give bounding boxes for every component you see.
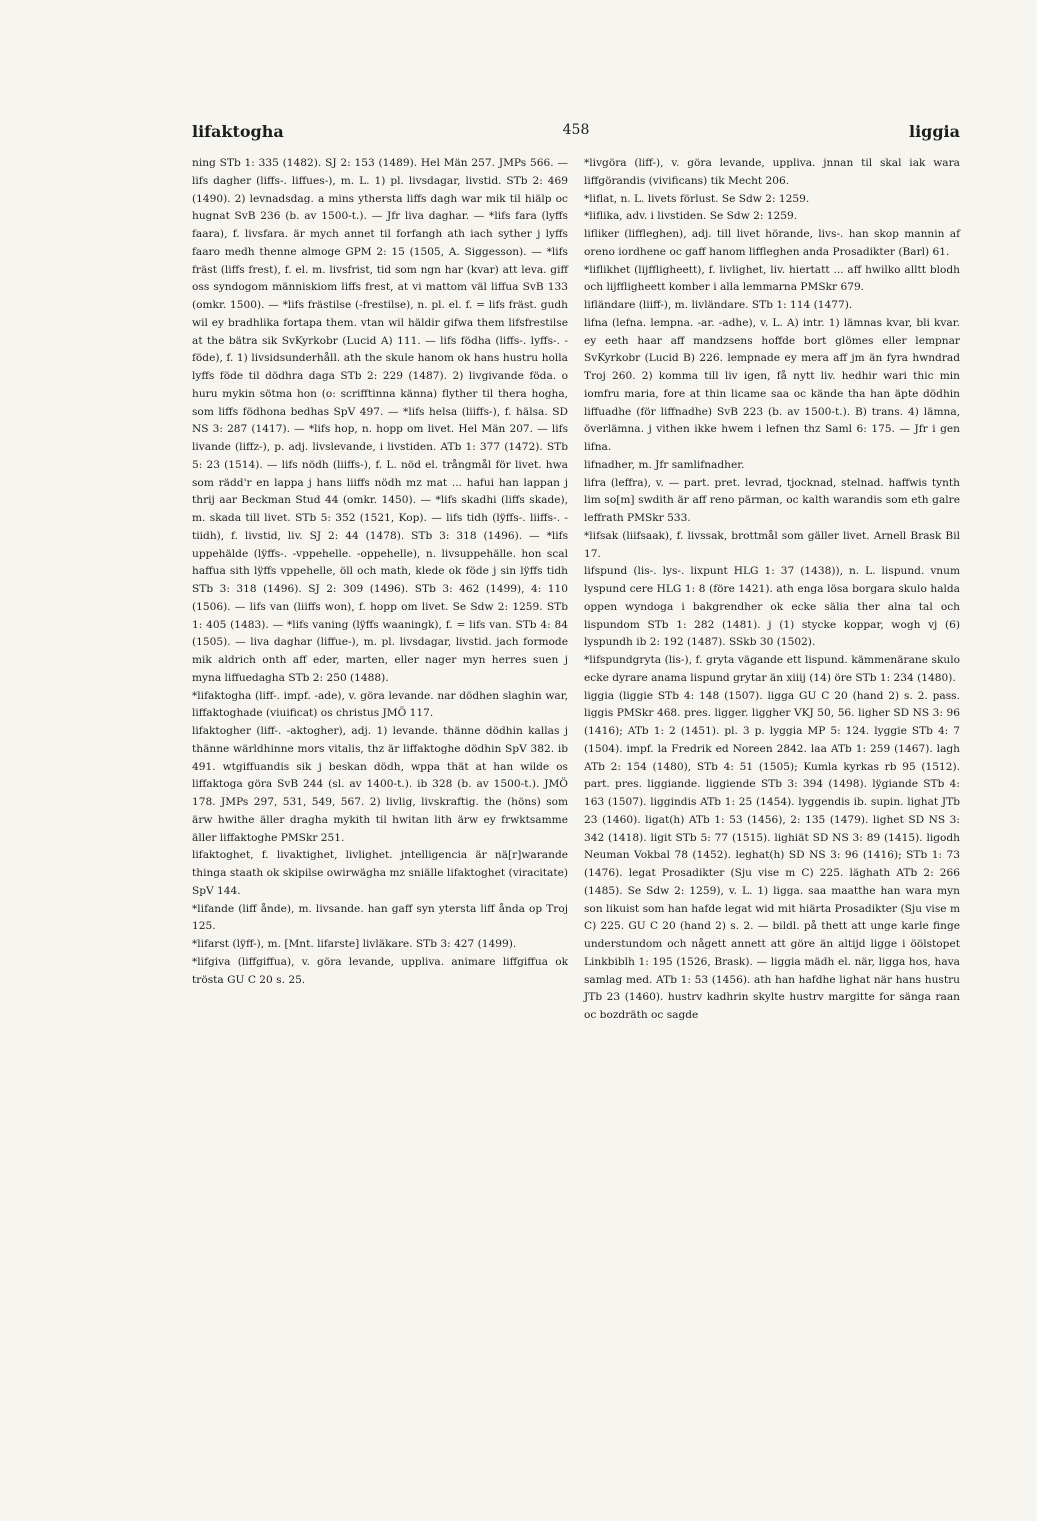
entry-lifaktogha: *lifaktogha (liff-. impf. -ade), v. göra levande. nar dödhen slaghin war, liffaktoghade (viuificat) os christus JMÖ 117. xyxy=(192,689,568,720)
left-guide-word: lifaktogha xyxy=(192,122,284,141)
entry-lifnadher: lifnadher, m. Jfr samlifnadher. xyxy=(584,458,745,471)
entry-liflika: *liflika, adv. i livstiden. Se Sdw 2: 1259. xyxy=(584,210,798,223)
right-guide-word: liggia xyxy=(909,122,960,141)
right-column xyxy=(584,155,960,1025)
entry-lifgiva: *lifgiva (liffgiffua), v. göra levande, uppliva. animare liffgiffua ok trösta GU C 20 s. 25. xyxy=(192,955,568,986)
entry-lifsak: *lifsak (liifsaak), f. livssak, brottmål som gäller livet. Arnell Brask Bil 17. xyxy=(584,529,960,560)
entry-livgora: *livgöra (liff-), v. göra levande, uppliva. jnnan til skal iak wara liffgörandis (vivificans) tik Mecht 206. xyxy=(584,157,960,187)
entry-lifliker: lifliker (liffleghen), adj. till livet hörande, livs-. han skop mannin af oreno iordhene oc gaff hanom liffleghen anda Prosadikter (Barl) 61. xyxy=(584,228,960,258)
entry-lifra: lifra (leffra), v. — part. pret. levrad, tjocknad, stelnad. haffwis tynth lim so[m] swdith är aff reno pärman, oc kalth warandis som eth galre leffrath PMSkr 533. xyxy=(584,476,960,524)
entry-lifna: lifna (lefna. lempna. -ar. -adhe), v. L. A) intr. 1) lämnas kvar, bli kvar. ey eeth haar aff mandzsens hoffde bort glömes eller lempnar SvKyrkobr (Lucid B) 226. lempnade ey mera aff jm än fyra hwndrad Troj 260. 2) komma till liv igen, få nytt liv. hedhir wari thic min iomfru maria, fore at thin licame saa oc kände tha han äpte dödhin liffuadhe (för liffnadhe) SvB 223 (b. av 1500-t.). B) trans. 4) lämna, överlämna. j vithen ikke hwem i lefnen thz Saml 6: 175. — Jfr i gen lifna. xyxy=(584,316,960,453)
entry-lifaktoghet: lifaktoghet, f. livaktighet, livlighet. jntelligencia är nä[r]warande thinga staath ok skipilse owirwägha mz sniälle lifaktoghet (viracitate) SpV 144. xyxy=(192,849,568,897)
entry-liggia: liggia (liggie STb 4: 148 (1507). ligga GU C 20 (hand 2) s. 2. pass. liggis PMSkr 468. pres. ligger. liggher VKJ 50, 56. ligher SD NS 3: 96 (1416); ATb 1: 2 (1451). pl. 3 p. lyggia MP 5: 124. lyggie STb 4: 7 (1504). impf. la Fredrik ed Noreen 2842. laa ATb 1: 259 (1467). lagh ATb 2: 154 (1480), STb 4: 51 (1505); Kumla kyrkas rb 95 (1512). part. pres. liggiande. liggiende STb 3: 394 (1498). lÿgiande STb 4: 163 (1507). liggindis ATb 1: 25 (1454). lyggendis ib. supin. lighat JTb 23 (1460). ligat(h) ATb 1: 53 (1456), 2: 135 (1479). lighet SD NS 3: 342 (1418). ligit STb 5: 77 (1515). lighiät SD NS 3: 89 (1415). ligodh Neuman Vokbal 78 (1452). leghat(h) SD NS 3: 96 (1416); STb 1: 73 (1476). legat Prosadikter (Sju vise m C) 225. läghath ATb 2: 266 (1485). Se Sdw 2: 1259), v. L. 1) ligga. saa maatthe han wara myn son likuist som han hafde legat wid mit hiärta Prosadikter (Sju vise m C) 225. GU C 20 (hand 2) s. 2. — bildl. på thett att unge karle finge understundom och någett annett att göre än altijd ligge i öölstopet Linkbiblh 1: 195 (1526, Brask). — liggia mädh el. när, ligga hos, hava samlag med. ATb 1: 53 (1456). ath han hafdhe lighat när hans hustru JTb 23 (1460). hustrv kadhrin skylte hustrv margitte for sänga raan oc bozdräth oc sagde xyxy=(584,689,960,1021)
entry-lifs-compounds: ning STb 1: 335 (1482). SJ 2: 153 (1489). Hel Män 257. JMPs 566. — lifs dagher (liffs-. liffues-), m. L. 1) pl. livsdagar, livstid. STb 2: 469 (1490). 2) levnadsdag. a mins ythersta liffs dagh war mik til hiälp oc hugnat SvB 236 (b. av 1500-t.). — Jfr liva daghar. — *lifs fara (lyffs faara), f. livsfara. är mych annet til forfangh ath iach syther j lyffs faaro medh thenne almoge GPM 2: 15 (1505, A. Siggesson). — *lifs fräst (liffs frest), f. el. m. livsfrist, tid som ngn har (kvar) att leva. giff oss syndogom människiom liffs frest, at vi mattom väl liffua SvB 133 (omkr. 1500). — *lifs frästilse (-frestilse), n. pl. el. f. = lifs fräst. gudh wil ey bradhlika fortapa them. vtan wil häldir gifwa them lifsfrestilse at the bätra sik SvKyrkobr (Lucid A) 111. — lifs födha (liffs-. lyffs-. -föde), f. 1) livsidsunderhåll. ath the skule hanom ok hans hustru holla lyffs föde til dödhra daga STb 2: 229 (1487). 2) livgivande föda. o huru mykin sötma hon (o: scrifftinna känna) flyther til thera hogha, som liffs födhona bedhas SpV 497. — *lifs helsa (liiffs-), f. hälsa. SD NS 3: 287 (1417). — *lifs hop, n. hopp om livet. Hel Män 207. — lifs livande (liffz-), p. adj. livslevande, i livstiden. ATb 1: 377 (1472). STb 5: 23 (1514). — lifs nödh (liiffs-), f. L. nöd el. trångmål för livet. hwa som rädd'r en lappa j hans liiffs nödh mz mat ... hafui han lappan j thrij aar Beckman Stud 44 (omkr. 1450). — *lifs skadhi (liffs skade), m. skada till livet. STb 5: 352 (1521, Kop). — lifs tidh (lÿffs-. liiffs-. -tiidh), f. livstid, liv. SJ 2: 44 (1478). STb 3: 318 (1496). — *lifs uppehälde (lÿffs-. -vppehelle. -oppehelle), n. livsuppehälle. hon scal haffua sith lÿffs vppehelle, öll och math, klede ok föde j sin lÿffs tidh STb 3: 318 (1496). SJ 2: 309 (1496). STb 3: 462 (1499), 4: 110 (1506). — lifs van (liiffs won), f. hopp om livet. Se Sdw 2: 1259. STb 1: 405 (1483). — *lifs vaning (lÿffs waaningk), f. = lifs van. STb 4: 84 (1505). — liva daghar (liffue-), m. pl. livsdagar, livstid. jach formode mik aldrich onth aff eder, marten, eller nager myn herres suen j myna liffuedagha STb 2: 250 (1488). xyxy=(192,157,568,684)
entry-lifande: *lifande (liff ånde), m. livsande. han gaff syn ytersta liff ånda op Troj 125. xyxy=(192,902,568,933)
page-number: 458 xyxy=(562,122,590,138)
entry-lifspund: lifspund (lis-. lys-. lixpunt HLG 1: 37 (1438)), n. L. lispund. vnum lyspund cere HLG 1: 8 (före 1421). ath enga lösa borgara skulo halda oppen wyndoga i bakgrendher ok ecke sälia ther alna tal och lispundom STb 1: 282 (1481). j (1) stycke koppar, wogh vj (6) lyspundh ib 2: 192 (1487). SSkb 30 (1502). xyxy=(584,565,960,649)
left-column xyxy=(192,155,568,989)
page-header xyxy=(192,122,960,146)
entry-liflandare: lifländare (liiff-), m. livländare. STb 1: 114 (1477). xyxy=(584,299,853,311)
entry-lifarst: *lifarst (lÿff-), m. [Mnt. lifarste] livläkare. STb 3: 427 (1499). xyxy=(192,938,517,950)
entry-lifspundgryta: *lifspundgryta (lis-), f. gryta vägande ett lispund. kämmenärane skulo ecke dyrare anama lispund grytar än xiiij (14) öre STb 1: 234 (1480). xyxy=(584,654,960,684)
entry-lifaktogher: lifaktogher (liff-. -aktogher), adj. 1) levande. thänne dödhin kallas j thänne wärldhinne mors vitalis, thz är liffaktoghe dödhin SpV 382. ib 491. wtgiffuandis sik j beskan dödh, wppa thät at han wilde os liffaktoga göra SvB 244 (sl. av 1400-t.). ib 328 (b. av 1500-t.). JMÖ 178. JMPs 297, 531, 549, 567. 2) livlig, livskraftig. the (höns) som ärw hwithe äller dragha mykith til hwitan lith ärw ey frwktsamme äller liffaktoghe PMSkr 251. xyxy=(192,725,568,844)
entry-liflat: *liflat, n. L. livets förlust. Se Sdw 2: 1259. xyxy=(584,192,810,205)
entry-liflikhet: *liflikhet (lijffligheett), f. livlighet, liv. hiertatt ... aff hwilko alltt blodh och lijffligheett komber i alla lemmarna PMSkr 679. xyxy=(584,263,960,294)
